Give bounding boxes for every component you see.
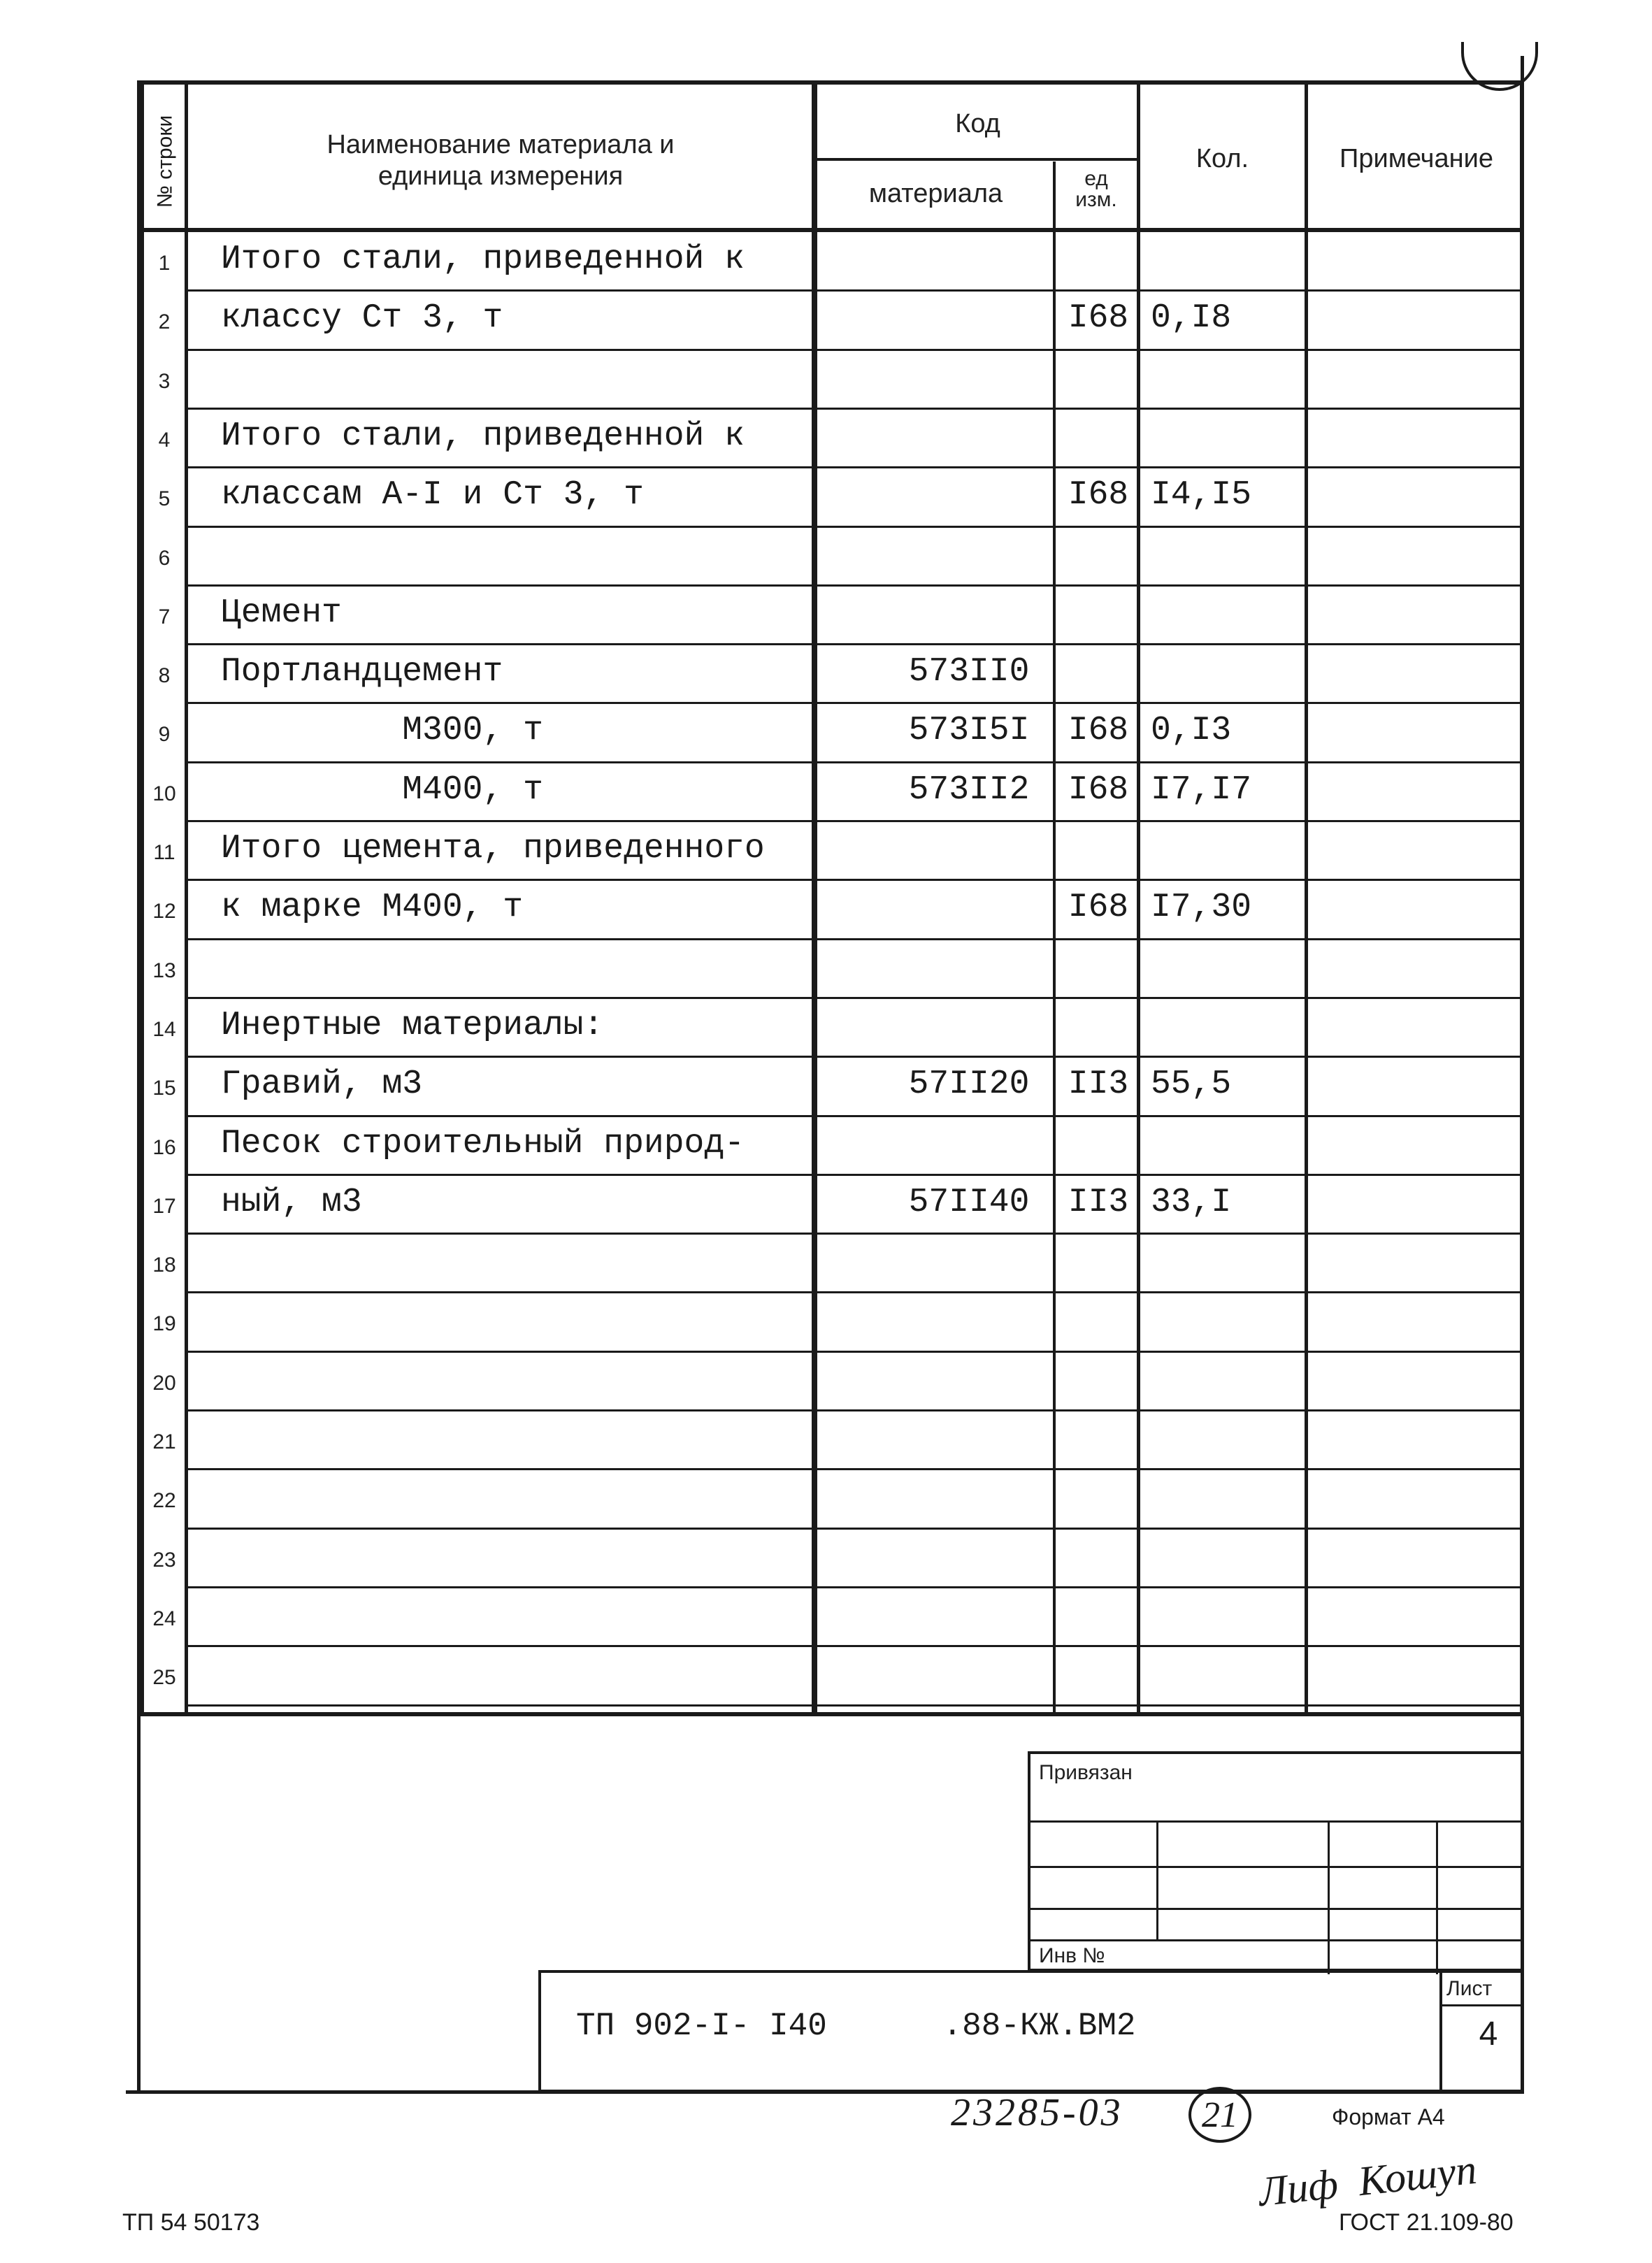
row-number: 17 <box>152 1194 176 1218</box>
row-number: 14 <box>152 1017 176 1041</box>
row-line <box>185 1704 1520 1707</box>
cell-name: Цемент <box>221 594 342 632</box>
row-number: 3 <box>158 369 171 393</box>
row-number: 18 <box>152 1253 176 1277</box>
header-code-unit-1: ед <box>1084 167 1108 190</box>
row-number: 19 <box>152 1312 176 1336</box>
cell-code: 57II20 <box>908 1065 1030 1104</box>
header-code-unit-2: изм. <box>1075 188 1117 211</box>
row-line <box>185 1056 1520 1058</box>
cell-name: Итого стали, приведенной к <box>221 240 745 278</box>
row-line <box>185 408 1520 410</box>
row-number: 22 <box>152 1489 176 1513</box>
inv-no-label: Инв № <box>1039 1944 1105 1967</box>
row-line <box>185 584 1520 587</box>
cell-unit: I68 <box>1068 476 1129 515</box>
cell-unit: I68 <box>1068 770 1129 809</box>
cell-unit: I68 <box>1068 889 1129 927</box>
title-block-main <box>538 1970 1524 2092</box>
row-line <box>185 1586 1520 1588</box>
col-line-unit <box>1053 161 1056 1712</box>
bound-grid-h4 <box>1030 1939 1524 1941</box>
row-number: 23 <box>152 1548 176 1572</box>
cell-qty: I7,I7 <box>1151 770 1252 809</box>
row-line <box>185 1233 1520 1235</box>
sheet-label-divider <box>1442 2004 1524 2006</box>
row-number: 16 <box>152 1135 176 1159</box>
row-line <box>185 643 1520 645</box>
circled-number <box>1188 2087 1251 2143</box>
cell-qty: 33,I <box>1151 1183 1232 1221</box>
cell-name: Инертные материалы: <box>221 1006 604 1044</box>
header-code-material: материала <box>868 179 1003 208</box>
row-line <box>185 1174 1520 1176</box>
bound-grid-h2 <box>1030 1866 1524 1868</box>
row-line <box>185 289 1520 292</box>
row-number: 25 <box>152 1666 176 1690</box>
cell-code: 573II2 <box>908 770 1030 809</box>
bound-label: Привязан <box>1039 1761 1133 1784</box>
bound-grid-h3 <box>1030 1908 1524 1910</box>
cell-unit: I68 <box>1068 712 1129 750</box>
row-number: 1 <box>158 252 171 275</box>
row-line <box>185 761 1520 763</box>
row-number: 12 <box>152 900 176 924</box>
cell-name: Песок строительный природ- <box>221 1124 745 1163</box>
cell-qty: 0,I8 <box>1151 299 1232 338</box>
cell-qty: 55,5 <box>1151 1065 1232 1104</box>
cell-name: Итого стали, приведенной к <box>221 417 745 455</box>
circled-number-text: 21 <box>1202 2095 1238 2135</box>
row-line <box>185 938 1520 940</box>
row-line <box>185 349 1520 351</box>
bound-grid-v1 <box>1156 1820 1158 1939</box>
cell-qty: I7,30 <box>1151 889 1252 927</box>
header-name-line1: Наименование материала и <box>326 130 675 159</box>
header-name-line2: единица измерения <box>378 161 624 191</box>
row-number: 13 <box>152 958 176 982</box>
row-line <box>185 1115 1520 1117</box>
doc-code: ТП 902-I- I40 .88-КЖ.ВМ2 <box>576 2008 1136 2044</box>
archive-number: 23285-03 <box>951 2091 1123 2134</box>
sheet-label: Лист <box>1446 1977 1493 2000</box>
row-line <box>185 1468 1520 1470</box>
cell-unit: I68 <box>1068 299 1129 338</box>
row-number: 5 <box>158 487 171 511</box>
row-number: 8 <box>158 664 171 688</box>
header-code: Код <box>955 109 1000 138</box>
row-number: 4 <box>158 428 171 452</box>
cell-qty: I4,I5 <box>1151 476 1252 515</box>
gost-label: ГОСТ 21.109-80 <box>1339 2209 1514 2236</box>
row-line <box>185 1291 1520 1293</box>
row-number: 6 <box>158 546 171 570</box>
row-number: 10 <box>152 782 176 805</box>
row-line <box>185 526 1520 528</box>
cell-name: к марке М400, т <box>221 889 524 927</box>
cell-name: классам А-I и Ст 3, т <box>221 476 644 515</box>
cell-name: ный, м3 <box>221 1183 362 1221</box>
row-line <box>185 1645 1520 1647</box>
row-line <box>185 1528 1520 1530</box>
cell-name: Гравий, м3 <box>221 1065 423 1104</box>
row-number: 2 <box>158 310 171 334</box>
row-number: 11 <box>153 841 175 864</box>
title-block-bound <box>1028 1751 1524 1971</box>
header-row-number: № строки <box>153 115 177 208</box>
row-line <box>185 1409 1520 1411</box>
bound-grid-v2 <box>1328 1820 1330 1974</box>
format-label: Формат А4 <box>1332 2104 1445 2129</box>
row-number: 15 <box>152 1077 176 1100</box>
cell-code: 57II40 <box>908 1183 1030 1221</box>
row-line <box>185 879 1520 881</box>
cell-name: Итого цемента, приведенного <box>221 830 765 868</box>
row-line <box>185 997 1520 999</box>
cell-unit: II3 <box>1068 1183 1129 1221</box>
bound-grid-h1 <box>1030 1820 1524 1823</box>
row-number: 21 <box>152 1430 176 1453</box>
row-number: 7 <box>158 605 171 628</box>
row-line <box>185 702 1520 704</box>
cell-name: М300, т <box>221 712 543 750</box>
header-note: Примечание <box>1339 144 1493 173</box>
cell-code: 573I5I <box>908 712 1030 750</box>
row-line <box>185 1351 1520 1353</box>
cell-name: классу Ст 3, т <box>221 299 503 338</box>
bound-grid-v3 <box>1436 1820 1438 1974</box>
row-line <box>185 466 1520 468</box>
cell-name: Портландцемент <box>221 653 503 691</box>
row-number: 20 <box>152 1371 176 1395</box>
header-qty: Кол. <box>1195 144 1249 173</box>
spec-table <box>140 80 1524 1716</box>
row-number: 9 <box>158 723 171 747</box>
cell-qty: 0,I3 <box>1151 712 1232 750</box>
signature: Лиф Кошуп <box>1256 2146 1479 2215</box>
header-bottom-line <box>144 228 1520 232</box>
left-code: ТП 54 50173 <box>122 2209 260 2236</box>
cell-unit: II3 <box>1068 1065 1129 1104</box>
row-number: 24 <box>152 1607 176 1630</box>
cell-name: М400, т <box>221 770 543 809</box>
header-code-divider <box>817 158 1137 161</box>
row-line <box>185 820 1520 822</box>
sheet-number: 4 <box>1479 2016 1498 2053</box>
sheet-box-divider <box>1439 1973 1442 2092</box>
cell-code: 573II0 <box>908 653 1030 691</box>
